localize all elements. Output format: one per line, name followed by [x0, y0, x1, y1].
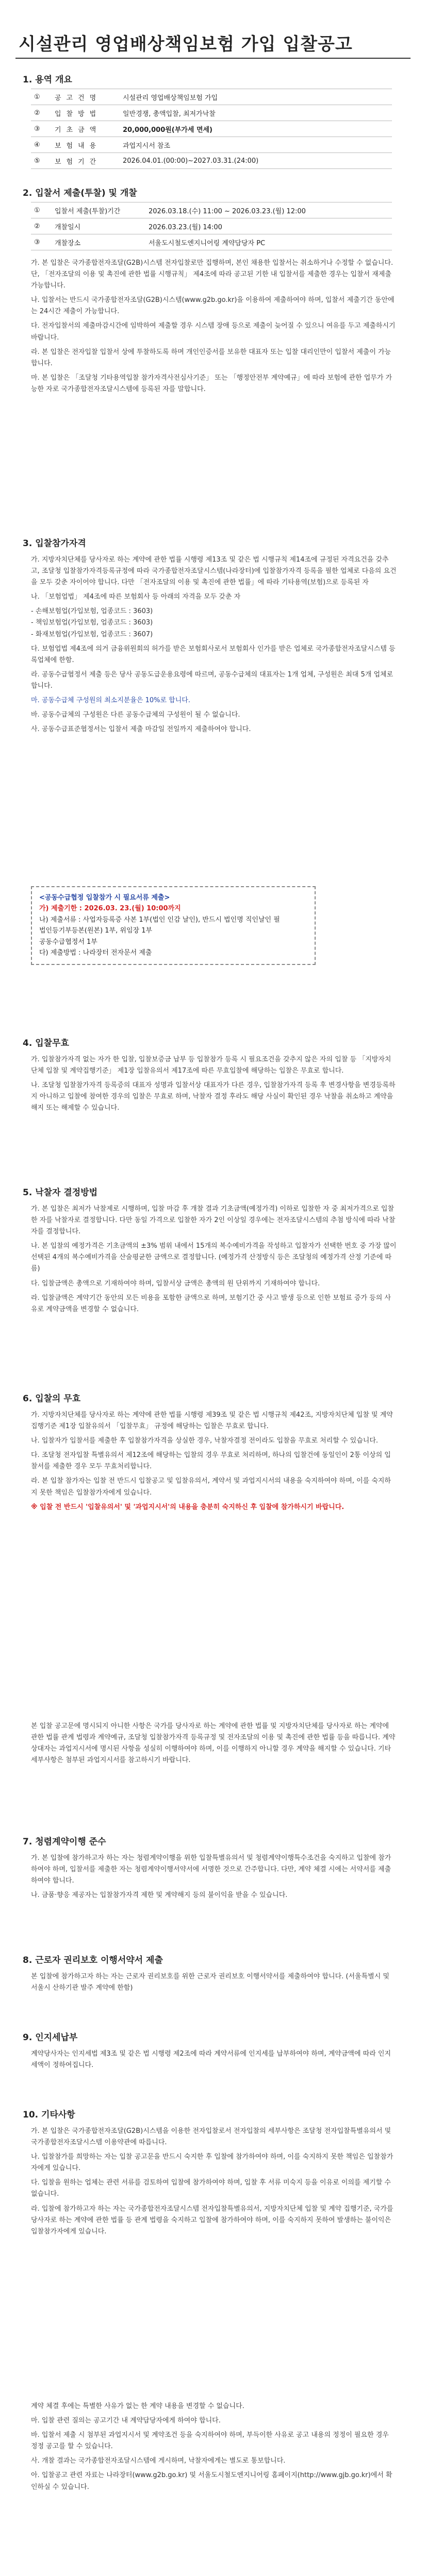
eligibility-paragraph: 바. 공동수급체의 구성원은 다른 공동수급체의 구성원이 될 수 없습니다.: [31, 711, 240, 719]
award-paragraph: 나. 본 입찰의 예정가격은 기초금액의 ±3% 범위 내에서 15개의 복수예비가격을 작성하고 입찰자가 선택한 번호 중 가장 많이 선택된 4개의 복수예비가격을 산술평균한 금액으로 결정합니다. (예정가격 산정방식 등은 조달청의 예정가격 산정 기준에 따름): [31, 1242, 397, 1273]
integrity-paragraph: 나. 금품·향응 제공자는 입찰참가자격 제한 및 계약해지 등의 불이익을 받을 수 있습니다.: [31, 1891, 288, 1900]
table-row: [31, 105, 392, 121]
invalid-text: [31, 1054, 397, 1117]
table-row: [31, 234, 392, 250]
row-num: ①: [31, 89, 52, 105]
invalid-paragraph: 가. 입찰참가자격 없는 자가 한 입찰, 입찰보증금 납부 등 입찰참가 등록 시 필요조건을 갖추지 않은 자의 입찰 등 「지방자치단체 입찰 및 계약집행기준」 제1장 입찰유의서 제17조에 따른 무효입찰에 해당하는 입찰은 무효로 합니다.: [31, 1056, 391, 1075]
row-value: 2026.03.23.(월) 14:00: [145, 218, 392, 234]
note-paragraph: 나. 입찰서는 반드시 국가종합전자조달(G2B)시스템(www.g2b.go.kr)을 이용하여 제출하여야 하며, 입찰서 제출기간 동안에는 24시간 제출이 가능합니다.: [31, 296, 395, 316]
title-divider: [15, 58, 411, 59]
row-key: 입찰방법: [52, 105, 120, 121]
row-value: 서울도시철도엔지니어링 계약담당자 PC: [145, 234, 392, 250]
integrity-paragraph: 가. 본 입찰에 참가하고자 하는 자는 청렴계약이행을 위한 입찰특별유의서 및 청렴계약이행특수조건을 숙지하고 입찰에 참가하여야 하며, 입찰서를 제출한 자는 청렴계약이행서약서에 서명한 것으로 간주합니다. 다만, 계약 체결 시에는 서약서를 제출하여야 합니다.: [31, 1854, 391, 1885]
eligibility-paragraph: - 손해보험업(가입보험, 업종코드 : 3603): [31, 607, 153, 616]
section-heading-bid-invalid: 6. 입찰의 무효: [23, 1394, 81, 1404]
award-paragraph: 라. 입찰금액은 계약기간 동안의 모든 비용을 포함한 금액으로 하며, 보험기간 중 사고 발생 등으로 인한 보험료 증가 등의 사유로 계약금액을 변경할 수 없습니다.: [31, 1294, 391, 1313]
box-line: 법인등기부등본(원본) 1부, 위임장 1부: [39, 927, 153, 935]
consortium-docs-box: [31, 886, 316, 965]
eligibility-paragraph: - 책임보험업(가입보험, 업종코드 : 3603): [31, 619, 153, 627]
eligibility-paragraph: - 화재보험업(가입보험, 업종코드 : 3607): [31, 630, 153, 638]
worker-rights-text: [31, 1971, 397, 1997]
invalid-paragraph: 나. 조달청 입찰참가자격 등록증의 대표자 성명과 입찰서상 대표자가 다른 경우, 입찰참가자격 등록 후 변경사항을 변경등록하지 아니하고 입찰에 참여한 경우의 입찰은 무효로 하며, 낙찰자 결정 후라도 해당 사실이 확인된 경우 낙찰을 취소하고 계약을 해지 또는 해제할 수 있습니다.: [31, 1081, 396, 1112]
row-num: ③: [31, 234, 52, 250]
bid-invalid-paragraph: 나. 입찰자가 입찰서를 제출한 후 입찰참가자격을 상실한 경우, 낙찰자결정 전이라도 입찰을 무효로 처리할 수 있습니다.: [31, 1437, 379, 1445]
row-key: 보험기간: [52, 153, 120, 169]
row-value: 2026.04.01.(00:00)~2027.03.31.(24:00): [120, 153, 392, 169]
stamp-tax-text: [31, 2048, 397, 2074]
misc-paragraph: 마. 입찰 관련 질의는 공고기간 내 계약담당자에게 하여야 합니다.: [31, 2417, 221, 2425]
misc-paragraph: 사. 개찰 결과는 국가종합전자조달시스템에 게시하며, 낙찰자에게는 별도로 통보합니다.: [31, 2457, 286, 2465]
table-row: [31, 218, 392, 234]
award-paragraph: 가. 본 입찰은 최저가 낙찰제로 시행하며, 입찰 마감 후 개찰 결과 기초금액(예정가격) 이하로 입찰한 자 중 최저가격으로 입찰한 자를 낙찰자로 결정합니다. 다만 동일 가격으로 입찰한 자가 2인 이상일 경우에는 전자조달시스템의 추첨 방식에 따라 낙찰자를 결정합니다.: [31, 1205, 396, 1236]
bid-invalid-text: [31, 1410, 397, 1516]
misc-paragraph: 가. 본 입찰은 국가종합전자조달(G2B)시스템을 이용한 전자입찰로서 전자입찰의 세부사항은 조달청 전자입찰특별유의서 및 국가종합전자조달시스템 이용약관에 따릅니다.: [31, 2127, 391, 2147]
bid-invalid-highlight: ※ 입찰 전 반드시 '입찰유의서' 및 '과업지시서'의 내용을 충분히 숙지하신 후 입찰에 참가하시기 바랍니다.: [31, 1503, 345, 1511]
section-heading-integrity: 7. 청렴계약이행 준수: [23, 1837, 106, 1847]
bid-invalid-paragraph: 다. 조달청 전자입찰 특별유의서 제12조에 해당하는 입찰의 경우 무효로 처리하며, 하나의 입찰건에 동일인이 2통 이상의 입찰서를 제출한 경우 모두 무효처리합니다.: [31, 1451, 391, 1471]
misc-paragraph: 라. 입찰에 참가하고자 하는 자는 국가종합전자조달시스템 전자입찰특별유의서, 지방자치단체 입찰 및 계약 집행기준, 국가를 당사자로 하는 계약에 관한 법률 등 관계 법령을 숙지하고 입찰에 참가하여야 하며, 이를 숙지하지 못하여 발생하는 불이익은 입찰참가자에게 있습니다.: [31, 2205, 394, 2235]
misc-paragraph: 계약 체결 후에는 특별한 사유가 없는 한 계약 내용을 변경할 수 없습니다.: [31, 2402, 244, 2410]
row-key: 기초금액: [52, 121, 120, 137]
misc-paragraph: 나. 입찰참가를 희망하는 자는 입찰 공고문을 반드시 숙지한 후 입찰에 참가하여야 하며, 이를 숙지하지 못한 책임은 입찰참가자에게 있습니다.: [31, 2153, 394, 2173]
eligibility-paragraph: 다. 보험업법 제4조에 의거 금융위원회의 허가를 받은 보험회사로서 보험회사 인가를 받은 업체로 국가종합전자조달시스템 등록업체에 한함.: [31, 645, 396, 664]
bid-invalid-paragraph: 가. 지방자치단체를 당사자로 하는 계약에 관한 법률 시행령 제39조 및 같은 법 시행규칙 제42조, 지방자치단체 입찰 및 계약집행기준 제1장 입찰유의서 「입찰무효」 규정에 해당하는 입찰은 무효로 합니다.: [31, 1411, 393, 1431]
worker-rights-paragraph: 본 입찰에 참가하고자 하는 자는 근로자 권리보호를 위한 근로자 권리보호 이행서약서를 제출하여야 합니다. (서울특별시 및 서울시 산하기관 발주 계약에 한함): [31, 1973, 389, 1992]
table-row: [31, 89, 392, 105]
row-key: 보험내용: [52, 137, 120, 153]
integrity-text: [31, 1853, 397, 1904]
row-num: ②: [31, 105, 52, 121]
row-value: 과업지시서 참조: [120, 137, 392, 153]
page-title: 시설관리 영업배상책임보험 가입 입찰공고: [19, 34, 353, 55]
eligibility-paragraph: 마. 공동수급체 구성원의 최소지분율은 10%로 합니다.: [31, 697, 190, 705]
box-line: 나) 제출서류 : 사업자등록증 사본 1부(법인 인감 날인), 반드시 법인명 직인날인 필: [39, 916, 280, 924]
section-heading-worker-rights: 8. 근로자 권리보호 이행서약서 제출: [23, 1955, 163, 1965]
table-row: [31, 137, 392, 153]
misc-paragraph: 다. 입찰을 원하는 업체는 관련 서류를 검토하여 입찰에 참가하여야 하며, 입찰 후 서류 미숙지 등을 이유로 이의를 제기할 수 없습니다.: [31, 2179, 391, 2198]
general-provisions-text: [31, 1721, 397, 1769]
eligibility-paragraph: 라. 공동수급협정서 제출 등은 당사 공동도급운용요령에 따르며, 공동수급체의 대표자는 1개 업체, 구성원은 최대 5개 업체로 합니다.: [31, 670, 394, 690]
section-heading-invalid: 4. 입찰무효: [23, 1038, 69, 1048]
row-key: 개찰장소: [52, 234, 145, 250]
misc-paragraph: 아. 입찰공고 관련 자료는 나라장터(www.g2b.go.kr) 및 서울도시철도엔지니어링 홈페이지(http://www.gjb.go.kr)에서 확인하실 수 있습니다.: [31, 2471, 392, 2491]
section-heading-eligibility: 3. 입찰참가자격: [23, 538, 86, 549]
eligibility-paragraph: 사. 공동수급표준협정서는 입찰서 제출 마감일 전일까지 제출하여야 합니다.: [31, 725, 251, 734]
note-paragraph: 라. 본 입찰은 전자입찰 입찰서 상에 투찰하도록 하며 개인인증서를 보유한 대표자 또는 입찰 대리인만이 입찰서 제출이 가능합니다.: [31, 348, 391, 367]
general-provisions-paragraph: 본 입찰 공고문에 명시되지 아니한 사항은 국가를 당사자로 하는 계약에 관한 법률 및 지방자치단체를 당사자로 하는 계약에 관한 법률 관계 법령과 계약예규, 조달청 입찰참가자격 등록규정 및 전자조달의 이용 및 촉진에 관한 법률 등을 따릅니다. 계약상대자는 과업지시서에 명시된 사항을 성실히 이행하여야 하며, 이를 이행하지 아니할 경우 계약을 해지할 수 있습니다. 기타 세부사항은 첨부된 과업지시서를 참고하시기 바랍니다.: [31, 1722, 396, 1765]
bidding-table: [31, 202, 392, 250]
row-num: ④: [31, 137, 52, 153]
row-value: 2026.03.18.(수) 11:00 ~ 2026.03.23.(월) 12:00: [145, 202, 392, 218]
table-row: [31, 202, 392, 218]
award-text: [31, 1204, 397, 1318]
row-num: ⑤: [31, 153, 52, 169]
misc-text-continued: [31, 2401, 397, 2496]
box-title: <공동수급협정 입찰참가 시 필요서류 제출>: [39, 894, 170, 902]
row-num: ③: [31, 121, 52, 137]
row-value: 일반경쟁, 총액입찰, 최저가낙찰: [120, 105, 392, 121]
award-paragraph: 다. 입찰금액은 총액으로 기재하여야 하며, 입찰서상 금액은 총액의 원 단위까지 기재하여야 합니다.: [31, 1279, 320, 1287]
table-row: [31, 153, 392, 169]
note-paragraph: 마. 본 입찰은 「조달청 기타용역입찰 참가자격사전심사기준」 또는 「행정안전부 계약예규」에 따라 보험에 관한 업무가 가능한 자로 국가종합전자조달시스템에 등록된 자를 말합니다.: [31, 374, 392, 393]
section-heading-bidding: 2. 입찰서 제출(투찰) 및 개찰: [23, 188, 137, 198]
row-num: ①: [31, 202, 52, 218]
bid-invalid-paragraph: 라. 본 입찰 참가자는 입찰 전 반드시 입찰공고 및 입찰유의서, 계약서 및 과업지시서의 내용을 숙지하여야 하며, 이를 숙지하지 못한 책임은 입찰참가자에게 있습니다.: [31, 1477, 391, 1497]
bidding-notes: [31, 258, 397, 398]
box-line: 공동수급협정서 1부: [39, 938, 97, 946]
note-paragraph: 가. 본 입찰은 국가종합전자조달(G2B)시스템 전자입찰로만 집행하며, 본인 채용한 입찰서는 취소하거나 수정할 수 없습니다. 단, 「전자조달의 이용 및 촉진에 관한 법률 시행규칙」 제4조에 따라 공고된 기한 내 입찰서를 제출한 경우는 입찰서 재제출 가능합니다.: [31, 259, 394, 290]
eligibility-paragraph: 가. 지방자치단체를 당사자로 하는 계약에 관한 법률 시행령 제13조 및 같은 법 시행규칙 제14조에 규정된 자격요건을 갖추고, 조달청 입찰참가자격등록규정에 따라 국가종합전자조달시스템(나라장터)에 입찰참가자격 등록을 필한 업체로 다음의 요건을 모두 갖춘 자이어야 합니다. 다만 「전자조달의 이용 및 촉진에 관한 법률」에 따라 기타용역(보험)으로 등록된 자: [31, 556, 397, 587]
stamp-tax-paragraph: 계약당사자는 인지세법 제3조 및 같은 법 시행령 제2조에 따라 계약서류에 인지세를 납부하여야 하며, 계약금액에 따라 인지세액이 정하여집니다.: [31, 2050, 391, 2070]
overview-table: [31, 89, 392, 169]
note-paragraph: 다. 전자입찰서의 제출마감시간에 임박하여 제출할 경우 시스템 장애 등으로 제출이 늦어질 수 있으니 여유를 두고 제출하시기 바랍니다.: [31, 322, 396, 342]
section-heading-misc: 10. 기타사항: [23, 2110, 75, 2120]
row-key: 공고건명: [52, 89, 120, 105]
misc-paragraph: 바. 입찰서 제출 시 첨부된 과업지시서 및 계약조건 등을 숙지하여야 하며, 부득이한 사유로 공고 내용의 정정이 필요한 경우 정정 공고를 할 수 있습니다.: [31, 2431, 389, 2451]
row-key: 입찰서 제출(투찰)기간: [52, 202, 145, 218]
box-line: 다) 제출방법 : 나라장터 전자문서 제출: [39, 949, 152, 957]
row-num: ②: [31, 218, 52, 234]
eligibility-paragraph: 나. 「보험업법」 제4조에 따른 보험회사 등 아래의 자격을 모두 갖춘 자: [31, 593, 241, 601]
section-heading-overview: 1. 용역 개요: [23, 75, 72, 85]
row-key: 개찰일시: [52, 218, 145, 234]
eligibility-text: [31, 554, 397, 738]
section-heading-stamp-tax: 9. 인지세납부: [23, 2032, 78, 2043]
row-value: 시설관리 영업배상책임보험 가입: [120, 89, 392, 105]
box-line: 가) 제출기한 : 2026.03. 23.(월) 10:00까지: [39, 905, 181, 913]
row-value: 20,000,000원(부가세 면세): [120, 121, 392, 137]
section-heading-award: 5. 낙찰자 결정방법: [23, 1188, 98, 1198]
misc-text: [31, 2126, 397, 2241]
table-row: [31, 121, 392, 137]
